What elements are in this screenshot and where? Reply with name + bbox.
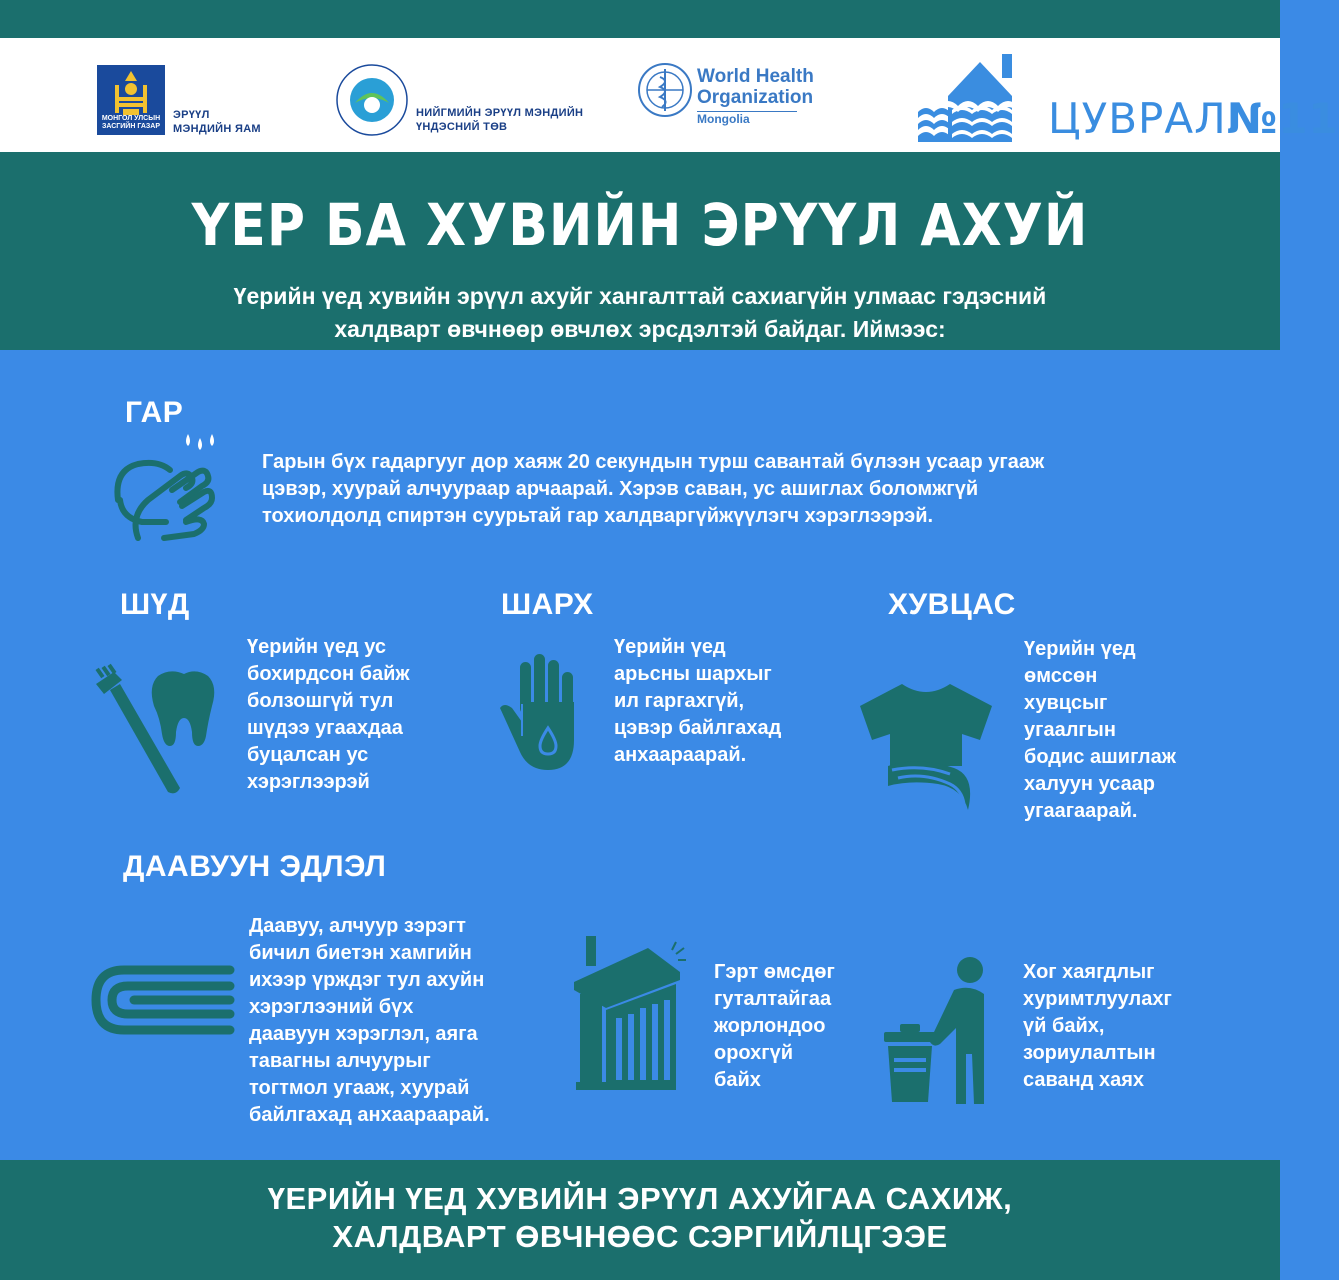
ncph-logo-icon xyxy=(335,63,409,137)
clothes-text-line: халуун усаар xyxy=(1024,773,1156,795)
textiles-text xyxy=(249,913,490,1129)
shirt-wave-icon xyxy=(858,680,994,810)
ncph-name-line-1: НИЙГМИЙН ЭРҮҮЛ МЭНДИЙН xyxy=(416,107,584,119)
wound-text-line: Үерийн үед xyxy=(614,636,726,658)
toilet-text xyxy=(714,959,835,1094)
series-number: №11 xyxy=(1226,94,1339,143)
top-band xyxy=(0,0,1280,38)
main-content xyxy=(0,350,1280,1160)
teeth-text-line: хэрэглээрэй xyxy=(247,771,370,793)
title-band xyxy=(0,152,1280,350)
ncph-name-line-2: ҮНДЭСНИЙ ТӨВ xyxy=(416,121,508,133)
who-emblem-icon xyxy=(636,61,694,119)
hands-text-line: Гарын бүх гадаргууг дор хаяж 20 секундын турш савантай бүлээн усаар угааж xyxy=(262,451,1045,473)
logos-bar xyxy=(0,38,1339,152)
waste-text-line: зориулалтын xyxy=(1023,1042,1156,1064)
clothes-text-line: хувцсыг xyxy=(1024,692,1108,714)
toilet-text-line: байх xyxy=(714,1069,761,1091)
waste-text-line: саванд хаях xyxy=(1023,1069,1145,1091)
who-name-line-3: Mongolia xyxy=(697,112,750,126)
wound-text-line: цэвэр байлгахад xyxy=(614,717,782,739)
ncph-ring-text xyxy=(335,63,409,137)
teeth-text-line: буцалсан ус xyxy=(247,744,369,766)
teeth-text-line: Үерийн үед ус xyxy=(247,636,386,658)
waste-text-line: хуримтлуулахг xyxy=(1023,988,1172,1010)
clothes-text-line: угаагаарай. xyxy=(1024,800,1138,822)
flood-house-icon xyxy=(918,50,1026,142)
textiles-text-line: байлгахад анхаараарай. xyxy=(249,1104,490,1126)
hands-text xyxy=(262,449,1044,530)
series-label xyxy=(1048,94,1339,143)
clothes-heading: ХУВЦАС xyxy=(888,588,1016,621)
clothes-text-line: өмссөн xyxy=(1024,665,1098,687)
who-name-line-1: World Health xyxy=(697,66,814,87)
textiles-text-line: тогтмол угааж, хуурай xyxy=(249,1077,470,1099)
waste-text-line: Хог хаягдлыг xyxy=(1023,961,1155,983)
outhouse-icon xyxy=(572,934,686,1090)
hands-text-line: тохиолдолд спиртэн суурьтай гар халдваргүйжүүлэгч хэрэглээрэй. xyxy=(262,505,934,527)
ministry-emblem-text: МОНГОЛ УЛСЫН ЗАСГИЙН ГАЗАР xyxy=(101,115,161,130)
ministry-name-line-1: ЭРҮҮЛ xyxy=(173,109,210,121)
hand-drop-icon xyxy=(500,652,584,770)
intro-text xyxy=(120,280,1160,346)
ministry-name-line-2: МЭНДИЙН ЯАМ xyxy=(173,123,261,135)
ministry-emblem-icon xyxy=(97,65,165,135)
wound-text xyxy=(614,634,781,769)
toilet-text-line: орохгүй xyxy=(714,1042,794,1064)
textiles-text-line: Даавуу, алчуур зэрэгт xyxy=(249,915,466,937)
teeth-text-line: бохирдсон байж xyxy=(247,663,410,685)
hands-washing-icon xyxy=(108,430,220,540)
ncph-name xyxy=(416,106,583,134)
textiles-heading: ДААВУУН ЭДЛЭЛ xyxy=(123,850,387,883)
textiles-text-line: бичил биетэн хамгийн xyxy=(249,942,472,964)
trash-disposal-icon xyxy=(880,954,1002,1104)
toilet-text-line: жорлондоо xyxy=(714,1015,826,1037)
wound-text-line: арьсны шархыг xyxy=(614,663,772,685)
textiles-text-line: даавуун хэрэглэл, аяга xyxy=(249,1023,478,1045)
hands-text-line: цэвэр, хуурай алчуураар арчаарай. Хэрэв саван, ус ашиглах боломжгүй xyxy=(262,478,979,500)
wound-text-line: ил гаргахгүй, xyxy=(614,690,745,712)
teeth-heading: ШҮД xyxy=(120,588,190,621)
series-label-text: ЦУВРАЛ xyxy=(1048,94,1227,143)
clothes-text xyxy=(1024,636,1176,825)
towel-icon xyxy=(90,964,236,1036)
clothes-text-line: бодис ашиглаж xyxy=(1024,746,1176,768)
page-title: ҮЕР БА ХУВИЙН ЭРҮҮЛ АХУЙ xyxy=(191,192,1089,260)
toothbrush-tooth-icon xyxy=(92,666,218,796)
ministry-name xyxy=(173,108,261,136)
clothes-text-line: угаалгын xyxy=(1024,719,1116,741)
waste-text xyxy=(1023,959,1172,1094)
footer-line: ХАЛДВАРТ ӨВЧНӨӨС СЭРГИЙЛЦГЭЭЕ xyxy=(332,1219,948,1254)
clothes-text-line: Үерийн үед xyxy=(1024,638,1136,660)
intro-line: халдварт өвчнөөр өвчлөх эрсдэлтэй байдаг. Иймээс: xyxy=(334,316,946,342)
footer-line: ҮЕРИЙН ҮЕД ХУВИЙН ЭРҮҮЛ АХУЙГАА САХИЖ, xyxy=(267,1181,1013,1216)
textiles-text-line: хэрэглээний бүх xyxy=(249,996,414,1018)
who-name xyxy=(697,66,814,126)
teeth-text-line: шүдээ угаахдаа xyxy=(247,717,403,739)
teeth-text xyxy=(247,634,410,796)
who-name-line-2: Organization xyxy=(697,87,814,108)
footer-slogan xyxy=(0,1180,1280,1256)
textiles-text-line: ихээр үрждэг тул ахуйн xyxy=(249,969,485,991)
hands-heading: ГАР xyxy=(125,396,184,429)
footer-band xyxy=(0,1160,1280,1280)
intro-line: Үерийн үед хувийн эрүүл ахуйг хангалттай сахиагүйн улмаас гэдэсний xyxy=(233,283,1047,309)
teeth-text-line: болзошгүй тул xyxy=(247,690,394,712)
wound-heading: ШАРХ xyxy=(501,588,594,621)
toilet-text-line: Гэрт өмсдөг xyxy=(714,961,835,983)
waste-text-line: үй байх, xyxy=(1023,1015,1105,1037)
textiles-text-line: тавагны алчуурыг xyxy=(249,1050,431,1072)
wound-text-line: анхаараарай. xyxy=(614,744,747,766)
toilet-text-line: гуталтайгаа xyxy=(714,988,832,1010)
